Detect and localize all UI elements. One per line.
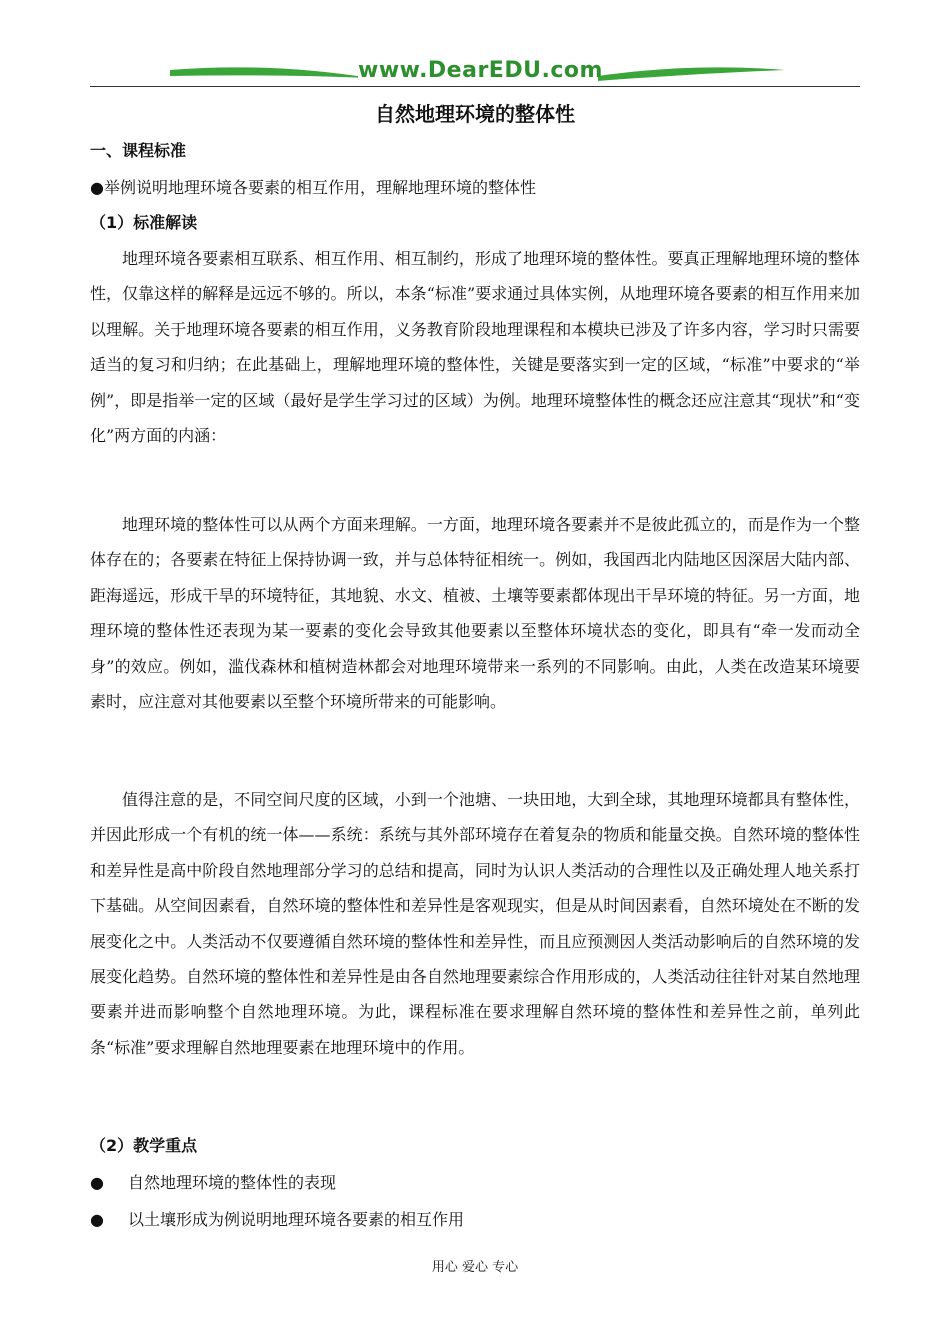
section-heading-curriculum: 一、课程标准 bbox=[90, 141, 187, 160]
header-rule bbox=[90, 86, 860, 87]
bullet-icon: ● bbox=[90, 1210, 104, 1229]
site-logo: www.DearEDU.com bbox=[358, 58, 603, 83]
key-point-text: 自然地理环境的整体性的表现 bbox=[128, 1173, 337, 1192]
key-point-text: 以土壤形成为例说明地理环境各要素的相互作用 bbox=[128, 1210, 465, 1229]
logo-swoosh-left-icon bbox=[170, 64, 370, 84]
list-item bbox=[90, 1171, 336, 1195]
bullet-icon: ● bbox=[90, 1173, 104, 1192]
list-item bbox=[90, 1208, 464, 1232]
logo-swoosh-right-icon bbox=[585, 64, 785, 84]
page-footer: 用心 爱心 专心 bbox=[431, 1260, 519, 1275]
subheading-standard-interpretation: （1）标准解读 bbox=[90, 213, 198, 232]
page-title: 自然地理环境的整体性 bbox=[375, 102, 575, 126]
paragraph-3: 值得注意的是，不同空间尺度的区域，小到一个池塘、一块田地，大到全球，其地理环境都具有整体性，并因此形成一个有机的统一体——系统：系统与其外部环境存在着复杂的物质和能量交换。自然环境的整体性和差异性是高中阶段自然地理部分学习的总结和提高，同时为认识人类活动的合理性以及正确处理人地关系打下基础。从空间因素看，自然环境的整体性和差异性是客观现实，但是从时间因素看，自然环境处在不断的发展变化之中。人类活动不仅要遵循自然环境的整体性和差异性，而且应预测因人类活动影响后的自然环境的发展变化趋势。自然环境的整体性和差异性是由各自然地理要素综合作用形成的，人类活动往往针对某自然地理要素并进而影响整个自然地理环境。为此，课程标准在要求理解自然环境的整体性和差异性之前，单列此条“标准”要求理解自然地理要素在地理环境中的作用。 bbox=[90, 790, 860, 1057]
paragraph-2: 地理环境的整体性可以从两个方面来理解。一方面，地理环境各要素并不是彼此孤立的，而是作为一个整体存在的；各要素在特征上保持协调一致，并与总体特征相统一。例如，我国西北内陆地区因深居大陆内部、距海遥远，形成干旱的环境特征，其地貌、水文、植被、土壤等要素都体现出干旱环境的特征。另一方面，地理环境的整体性还表现为某一要素的变化会导致其他要素以至整体环境状态的变化，即具有“牵一发而动全身”的效应。例如，滥伐森林和植树造林都会对地理环境带来一系列的不同影响。由此，人类在改造某环境要素时，应注意对其他要素以至整个环境所带来的可能影响。 bbox=[90, 515, 860, 712]
page-header bbox=[90, 56, 860, 90]
paragraph-1: 地理环境各要素相互联系、相互作用、相互制约，形成了地理环境的整体性。要真正理解地理环境的整体性，仅靠这样的解释是远远不够的。所以，本条“标准”要求通过具体实例，从地理环境各要素的相互作用来加以理解。关于地理环境各要素的相互作用，义务教育阶段地理课程和本模块已涉及了许多内容，学习时只需要适当的复习和归纳；在此基础上，理解地理环境的整体性，关键是要落实到一定的区域，“标准”中要求的“举例”，即是指举一定的区域（最好是学生学习过的区域）为例。地理环境整体性的概念还应注意其“现状”和“变化”两方面的内涵： bbox=[90, 249, 860, 446]
subheading-teaching-focus: （2）教学重点 bbox=[90, 1136, 198, 1155]
standard-item: ●举例说明地理环境各要素的相互作用，理解地理环境的整体性 bbox=[90, 178, 536, 197]
